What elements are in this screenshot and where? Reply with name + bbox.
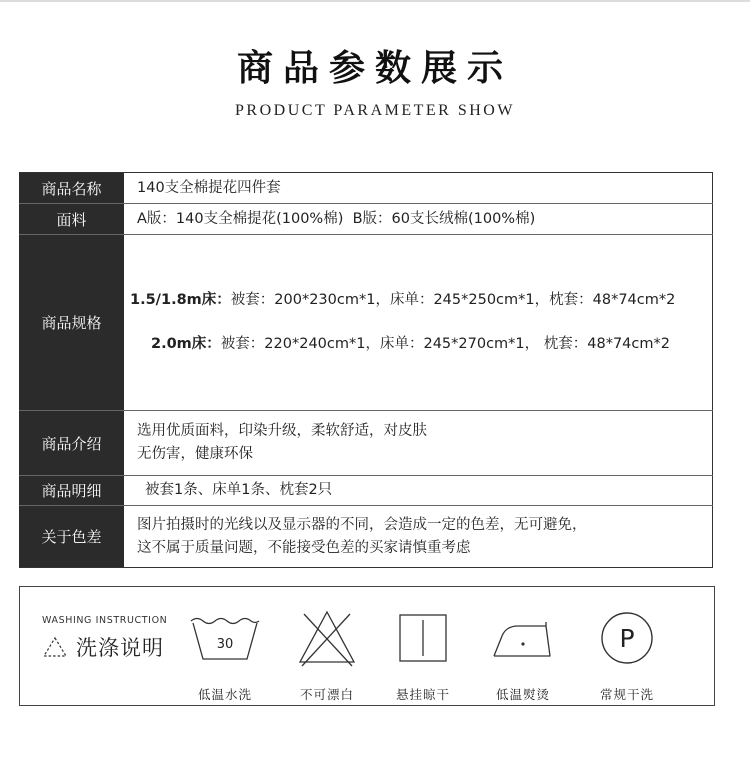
washing-instruction-header <box>42 615 192 662</box>
wash-label: 悬挂晾干 <box>395 687 450 702</box>
wash-label: 常规干洗 <box>599 687 654 702</box>
intro-line-1: 选用优质面料，印染升级，柔软舒适，对皮肤 <box>137 423 427 439</box>
washing-title-cn: 洗涤说明 <box>76 636 164 660</box>
dry-clean-icon <box>599 610 655 666</box>
no-bleach-icon <box>296 608 358 668</box>
row-value <box>124 173 713 203</box>
wash-item-low-temp-wash <box>180 605 270 703</box>
warning-triangle-icon <box>42 636 68 658</box>
wash-label: 低温水洗 <box>197 687 252 702</box>
wash-label: 不可漂白 <box>299 687 354 702</box>
row-label: 商品介绍 <box>19 411 124 475</box>
spec-size-text: 被套：220*240cm*1，床单：245*270cm*1， 枕套：48*74cm*2 <box>220 336 670 352</box>
row-value <box>124 204 713 234</box>
table-row-spec <box>19 235 713 411</box>
wash-item-hang-dry <box>378 605 468 703</box>
page-subtitle: PRODUCT PARAMETER SHOW <box>235 102 515 119</box>
spec-line-1 <box>124 289 712 312</box>
product-name-value: 140支全棉提花四件套 <box>137 179 281 196</box>
table-row-product-name <box>19 173 713 204</box>
row-label: 商品规格 <box>19 235 124 410</box>
detail-value: 被套1条、床单1条、枕套2只 <box>145 482 333 498</box>
color-line-1: 图片拍摄时的光线以及显示器的不同，会造成一定的色差，无可避免， <box>137 516 587 533</box>
row-label: 商品明细 <box>19 476 124 505</box>
row-label: 商品名称 <box>19 173 124 203</box>
dry-clean-symbol: P <box>619 624 635 653</box>
table-row-fabric <box>19 204 713 235</box>
row-value <box>124 235 713 410</box>
row-label: 面料 <box>19 204 124 234</box>
intro-line-2: 无伤害，健康环保 <box>137 446 253 462</box>
row-value <box>124 506 713 567</box>
wash-temp-label: 30 <box>216 637 234 652</box>
row-label: 关于色差 <box>19 506 124 567</box>
spec-size-label: 1.5/1.8m床： <box>130 292 231 308</box>
washing-title-en: WASHING INSTRUCTION <box>42 615 168 626</box>
wash-item-low-temp-iron <box>478 605 568 703</box>
spec-size-label: 2.0m床： <box>151 336 221 352</box>
table-row-detail <box>19 476 713 506</box>
color-line-2: 这不属于质量问题，不能接受色差的买家请慎重考虑 <box>137 539 471 556</box>
fabric-value: A版：140支全棉提花(100%棉) B版：60支长绒棉(100%棉) <box>137 210 536 227</box>
washing-instruction-panel <box>19 586 715 706</box>
table-row-color-difference <box>19 506 713 567</box>
spec-size-text: 被套：200*230cm*1，床单：245*250cm*1，枕套：48*74cm*2 <box>230 292 676 308</box>
row-value <box>124 476 713 505</box>
low-temp-iron-icon <box>490 616 556 660</box>
spec-line-2 <box>124 333 712 356</box>
row-value <box>124 411 713 475</box>
table-row-intro <box>19 411 713 476</box>
hang-dry-icon <box>397 612 449 664</box>
low-temp-wash-icon <box>189 613 261 663</box>
top-divider <box>0 0 750 2</box>
parameter-table <box>19 172 713 568</box>
page-title: 商品参数展示 <box>236 47 513 89</box>
wash-item-dry-clean <box>582 605 672 703</box>
wash-item-no-bleach <box>282 605 372 703</box>
wash-label: 低温熨烫 <box>495 687 550 702</box>
